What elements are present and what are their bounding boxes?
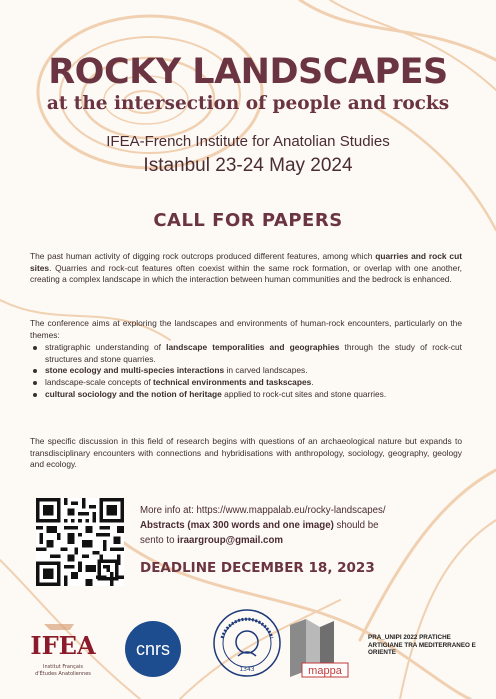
intro-bold: quarries and rock cut sites bbox=[30, 251, 462, 273]
cnrs-logo bbox=[124, 620, 182, 678]
page-title: ROCKY LANDSCAPES bbox=[48, 52, 448, 92]
intro-text-2: . Quarries and rock-cut features often coexist within the same rock formation, or overlap with one another, creating a complex landscape in which the interaction between human communities and the bedrock is enhanced. bbox=[30, 262, 462, 285]
themes-list bbox=[30, 342, 462, 401]
theme-item: cultural sociology and the notion of heritage applied to rock-cut sites and stone quarries. bbox=[45, 389, 462, 401]
svg-text:d'Études Anatoliennes: d'Études Anatoliennes bbox=[35, 671, 91, 677]
theme-item: landscape-scale concepts of technical environments and taskscapes. bbox=[45, 377, 462, 389]
university-seal-logo bbox=[212, 608, 282, 678]
event-dates: Istanbul 23-24 May 2024 bbox=[143, 155, 353, 176]
subtitle: at the intersection of people and rocks bbox=[46, 93, 450, 114]
theme-item: stratigraphic understanding of landscape temporalities and geographies through the study of rock-cut structures and stone quarries. bbox=[45, 342, 463, 364]
call-for-papers-heading: CALL FOR PAPERS bbox=[153, 210, 343, 231]
intro-paragraph bbox=[30, 251, 462, 286]
svg-text:cnrs: cnrs bbox=[135, 639, 171, 659]
email-line: sento to iraargroup@gmail.com bbox=[140, 535, 283, 546]
email-link[interactable]: iraargroup@gmail.com bbox=[177, 535, 283, 546]
abstracts-line: Abstracts (max 300 words and one image) should be bbox=[140, 520, 379, 531]
contact-info bbox=[140, 503, 480, 548]
ifea-logo bbox=[30, 618, 96, 684]
theme-item: stone ecology and multi-species interactions in carved landscapes. bbox=[45, 365, 462, 377]
svg-text:1343: 1343 bbox=[239, 666, 255, 673]
aims-paragraph: The conference aims at exploring the landscapes and environments of human-rock encounters, particularly on the themes: bbox=[30, 318, 462, 340]
deadline: DEADLINE DECEMBER 18, 2023 bbox=[140, 560, 375, 576]
institute-name: IFEA-French Institute for Anatolian Studies bbox=[106, 133, 390, 150]
pra-unipi-label: PRA_UNIPI 2022 PRATICHE ARTIGIANE TRA MEDITERRANEO E ORIENTE bbox=[368, 634, 476, 656]
svg-text:IFEA: IFEA bbox=[30, 631, 96, 660]
svg-text:mappa: mappa bbox=[308, 665, 342, 677]
discussion-paragraph: The specific discussion in this field of research begins with questions of an archaeological nature but expands to transdisciplinary encounters with connections and hybridisations with anthropology, sociology, geography, geology and ecology. bbox=[30, 436, 462, 470]
more-info-link[interactable]: More info at: https://www.mappalab.eu/rocky-landscapes/ bbox=[140, 505, 386, 516]
mappa-logo bbox=[286, 617, 352, 685]
qr-code[interactable] bbox=[36, 498, 124, 586]
svg-text:Institut Français: Institut Français bbox=[43, 664, 83, 670]
intro-text-1: The past human activity of digging rock outcrops produced different features, among which bbox=[30, 251, 376, 261]
